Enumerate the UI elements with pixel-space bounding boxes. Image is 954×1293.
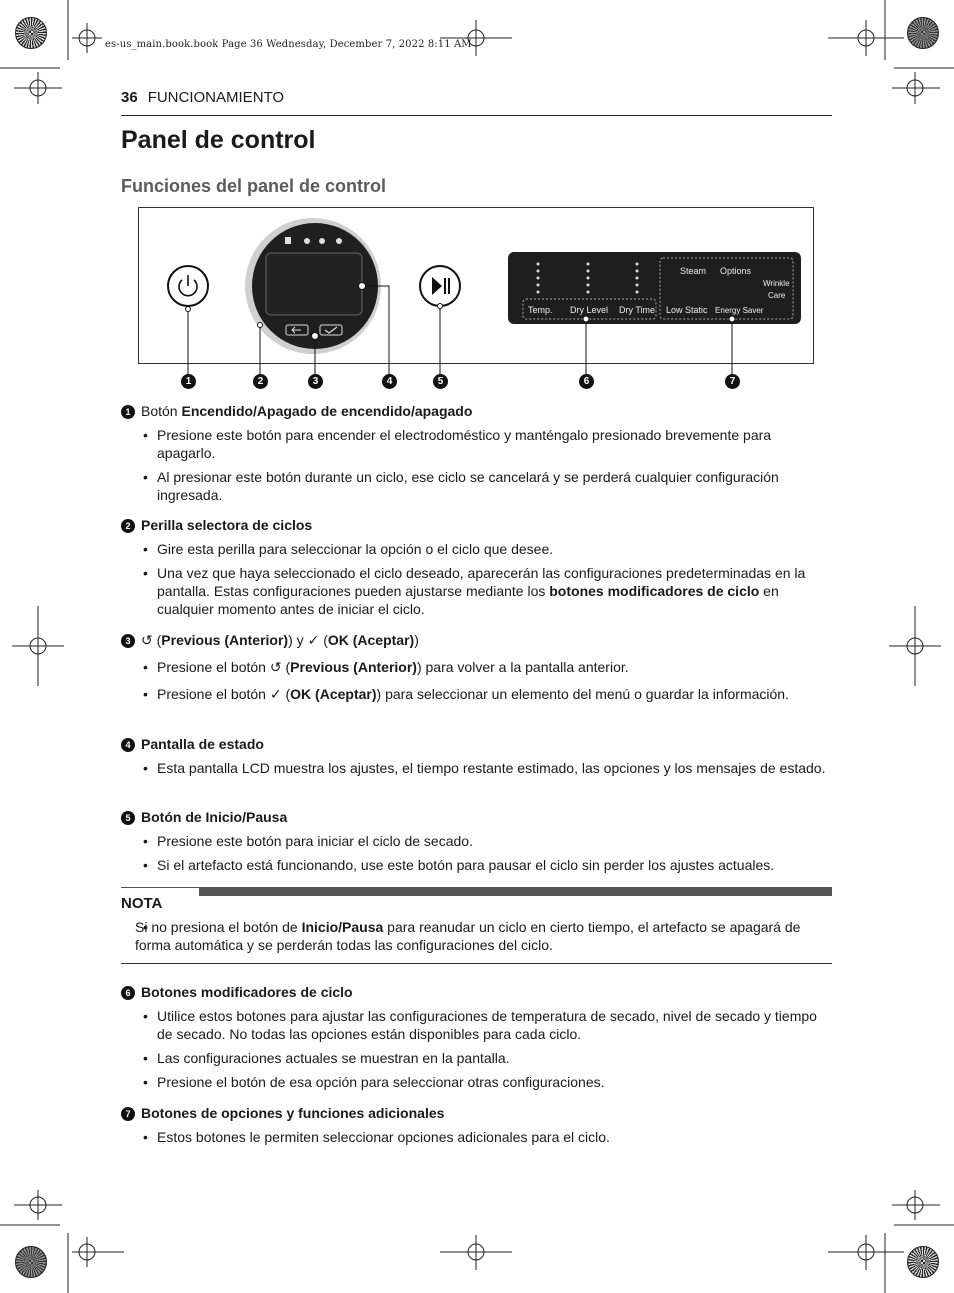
- energy-saver-label: Energy Saver: [715, 306, 764, 315]
- item-5-bullet-1: • Presione este botón para iniciar el ciclo de secado.: [121, 832, 832, 850]
- temp-label: Temp.: [528, 305, 553, 315]
- page-number: 36: [121, 89, 138, 106]
- start-pause-button-icon: [420, 266, 460, 306]
- callout-7: 7: [725, 374, 740, 389]
- power-button-icon: [168, 266, 208, 306]
- control-panel-drawing: [138, 207, 814, 397]
- item-2-bullet-1: • Gire esta perilla para seleccionar la opción o el ciclo que desee.: [121, 540, 832, 558]
- page-header: [121, 89, 832, 116]
- print-info-line: es-us_main.book.book Page 36 Wednesday, December 7, 2022 8:11 AM: [105, 39, 472, 50]
- care-label: Care: [768, 291, 786, 300]
- item-1-bullet-1: • Presione este botón para encender el electrodoméstico y manténgalo presionado brevemente para apagarlo.: [121, 426, 832, 462]
- callout-5: 5: [433, 374, 448, 389]
- item-1-bullet-2: • Al presionar este botón durante un ciclo, ese ciclo se cancelará y se perderá cualquier configuración ingresada.: [121, 468, 832, 504]
- note-bottom-line: [121, 963, 832, 964]
- callout-1: 1: [181, 374, 196, 389]
- modifier-options-panel: [508, 252, 801, 324]
- item-6-bullet-2: • Las configuraciones actuales se muestran en la pantalla.: [121, 1049, 832, 1067]
- options-label: Options: [720, 266, 752, 276]
- item-5: 5 Botón de Inicio/Pausa • Presione este botón para iniciar el ciclo de secado. • Si el artefacto está funcionando, use este botón para pausar el ciclo sin perder los ajustes actuales.: [121, 808, 832, 874]
- callout-2: 2: [253, 374, 268, 389]
- section-subtitle: Funciones del panel de control: [121, 176, 387, 196]
- dry-time-label: Dry Time: [619, 305, 655, 315]
- item-2-bullet-2: • Una vez que haya seleccionado el ciclo deseado, aparecerán las configuraciones predeterminadas en la pantalla. Estas configuraciones pueden ajustarse mediante los botones modificadores de ciclo en cualquier momento antes de iniciar el ciclo.: [121, 564, 832, 618]
- item-7-bullet-1: • Estos botones le permiten seleccionar opciones adicionales para el ciclo.: [121, 1128, 832, 1146]
- steam-label: Steam: [680, 266, 707, 276]
- note-text: • Si no presiona el botón de Inicio/Pausa para reanudar un ciclo en cierto tiempo, el artefacto se apagará de forma automática y se perderán todas las configuraciones del ciclo.: [121, 918, 832, 954]
- section-name: FUNCIONAMIENTO: [147, 89, 285, 106]
- item-3: 3 ↺ (Previous (Anterior)) y ✓ (OK (Aceptar)) • Presione el botón ↺ (Previous (Anterior)) para volver a la pantalla anterior. • Presione el botón ✓ (OK (Aceptar)) para seleccionar un elemento del menú o guardar la información.: [121, 631, 832, 703]
- note-title: NOTA: [121, 895, 163, 912]
- check-icon: ✓: [269, 686, 282, 702]
- callout-6: 6: [579, 374, 594, 389]
- page-title: Panel de control: [121, 126, 316, 154]
- item-5-heading: Botón de Inicio/Pausa: [141, 809, 288, 825]
- item-3-bullet-2: • Presione el botón ✓ (OK (Aceptar)) para seleccionar un elemento del menú o guardar la información.: [121, 685, 832, 703]
- item-6-heading: Botones modificadores de ciclo: [141, 984, 353, 1000]
- item-5-bullet-2: • Si el artefacto está funcionando, use este botón para pausar el ciclo sin perder los ajustes actuales.: [121, 856, 832, 874]
- item-6-bullet-1: • Utilice estos botones para ajustar las configuraciones de temperatura de secado, nivel de secado y tiempo de secado. No todas las opciones están disponibles para cada ciclo.: [121, 1007, 832, 1043]
- dry-level-label: Dry Level: [570, 305, 609, 315]
- item-4-bullet-1: • Esta pantalla LCD muestra los ajustes, el tiempo restante estimado, las opciones y los mensajes de estado.: [121, 759, 832, 777]
- item-6-bullet-3: • Presione el botón de esa opción para seleccionar otras configuraciones.: [121, 1073, 832, 1091]
- item-2: 2 Perilla selectora de ciclos • Gire esta perilla para seleccionar la opción o el ciclo que desee. • Una vez que haya seleccionado el ciclo deseado, aparecerán las configuraciones predeterminadas en la pantalla. Estas configuraciones pueden ajustarse mediante los botones modificadores de ciclo en cualquier momento antes de iniciar el ciclo.: [121, 516, 832, 618]
- low-static-label: Low Static: [666, 305, 708, 315]
- item-3-bullet-1: • Presione el botón ↺ (Previous (Anterior)) para volver a la pantalla anterior.: [121, 658, 832, 676]
- wrinkle-label: Wrinkle: [763, 279, 790, 288]
- item-1: 1 Botón Encendido/Apagado de encendido/apagado • Presione este botón para encender el electrodoméstico y manténgalo presionado brevemente para apagarlo. • Al presionar este botón durante un ciclo, ese ciclo se cancelará y se perderá cualquier configuración ingresada.: [121, 402, 832, 504]
- item-7-heading: Botones de opciones y funciones adicionales: [141, 1105, 445, 1121]
- callout-4: 4: [382, 374, 397, 389]
- item-2-heading: Perilla selectora de ciclos: [141, 517, 313, 533]
- previous-icon: ↺: [141, 632, 153, 648]
- note-top-bar: [199, 887, 832, 896]
- previous-icon: ↺: [269, 659, 282, 675]
- item-4-heading: Pantalla de estado: [141, 736, 264, 752]
- item-4: 4 Pantalla de estado • Esta pantalla LCD muestra los ajustes, el tiempo restante estimado, las opciones y los mensajes de estado.: [121, 735, 832, 777]
- check-icon: ✓: [307, 632, 320, 648]
- item-6: 6 Botones modificadores de ciclo • Utilice estos botones para ajustar las configuraciones de temperatura de secado, nivel de secado y tiempo de secado. No todas las opciones están disponibles para cada ciclo. • Las configuraciones actuales se muestran en la pantalla. • Presione el botón de esa opción para seleccionar otras configuraciones.: [121, 983, 832, 1091]
- callout-3: 3: [308, 374, 323, 389]
- item-7: 7 Botones de opciones y funciones adicionales • Estos botones le permiten seleccionar opciones adicionales para el ciclo.: [121, 1104, 832, 1146]
- item-1-heading: Encendido/Apagado de encendido/apagado: [181, 403, 473, 419]
